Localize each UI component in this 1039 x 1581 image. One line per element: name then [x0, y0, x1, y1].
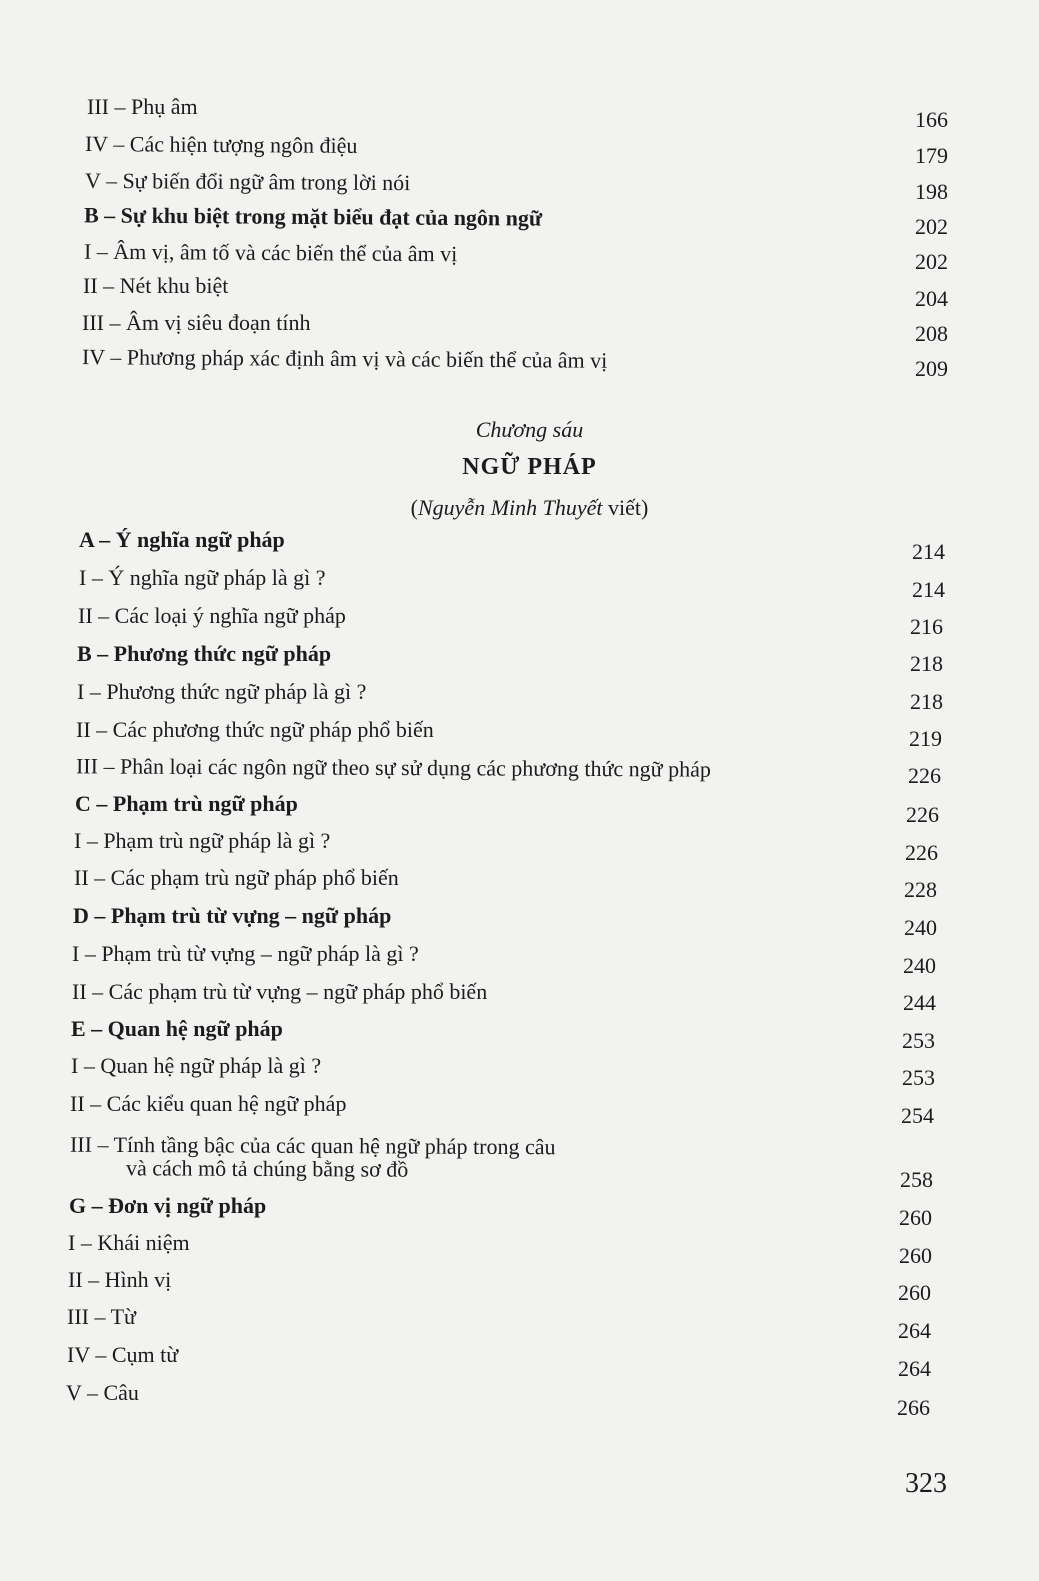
- toc-page-number: 228: [904, 877, 937, 902]
- toc-page-number: 198: [915, 179, 948, 204]
- toc-page-number: 214: [912, 539, 945, 564]
- toc-page-number: 202: [915, 214, 948, 239]
- toc-entry: II – Các phạm trù ngữ pháp phổ biến: [74, 865, 399, 890]
- toc-page-number: 218: [910, 689, 943, 714]
- toc-section-heading: A – Ý nghĩa ngữ pháp: [79, 527, 285, 552]
- toc-page-number: 253: [902, 1028, 935, 1053]
- toc-entry: I – Âm vị, âm tố và các biến thể của âm vị: [83, 238, 458, 267]
- toc-entry: I – Phương thức ngữ pháp là gì ?: [77, 679, 367, 704]
- toc-section-heading: E – Quan hệ ngữ pháp: [71, 1016, 283, 1041]
- toc-entry: III – Từ: [67, 1304, 136, 1329]
- toc-entry: V – Sự biến đổi ngữ âm trong lời nói: [84, 167, 411, 196]
- toc-page-number: 166: [915, 107, 948, 132]
- toc-page-number: 204: [915, 286, 948, 311]
- toc-page-number: 253: [902, 1065, 935, 1090]
- toc-entry: II – Các kiểu quan hệ ngữ pháp: [70, 1091, 347, 1116]
- page-number: 323: [905, 1468, 947, 1499]
- toc-page-number: 219: [909, 726, 942, 751]
- toc-entry: III – Tính tầng bậc của các quan hệ ngữ pháp trong câu: [69, 1131, 556, 1160]
- toc-entry: II – Các phạm trù từ vựng – ngữ pháp phổ biến: [72, 979, 488, 1004]
- toc-section-heading: D – Phạm trù từ vựng – ngữ pháp: [73, 903, 392, 928]
- chapter-title: NGỮ PHÁP: [462, 454, 597, 480]
- toc-page-number: 244: [903, 990, 936, 1015]
- toc-entry: V – Câu: [66, 1380, 139, 1405]
- toc-section-heading: C – Phạm trù ngữ pháp: [75, 791, 298, 816]
- toc-section-heading: B – Phương thức ngữ pháp: [77, 641, 332, 666]
- toc-section-heading: G – Đơn vị ngữ pháp: [69, 1193, 267, 1218]
- toc-entry: III – Âm vị siêu đoạn tính: [82, 310, 311, 335]
- toc-page-number: 260: [899, 1205, 932, 1230]
- toc-page-number: 226: [906, 802, 939, 827]
- toc-page-number: 216: [910, 614, 943, 639]
- toc-page-number: 226: [905, 840, 938, 865]
- toc-page-number: 264: [898, 1356, 931, 1381]
- toc-page-number: 260: [899, 1243, 932, 1268]
- toc-entry: IV – Cụm từ: [67, 1342, 179, 1367]
- toc-entry: I – Khái niệm: [68, 1230, 190, 1255]
- toc-entry: I – Quan hệ ngữ pháp là gì ?: [71, 1053, 322, 1078]
- toc-entry: II – Các loại ý nghĩa ngữ pháp: [78, 603, 346, 628]
- toc-page-number: 218: [910, 651, 943, 676]
- author-name: Nguyễn Minh Thuyết: [417, 495, 603, 520]
- toc-entry: II – Các phương thức ngữ pháp phổ biến: [76, 717, 434, 742]
- toc-page-number: 208: [915, 321, 948, 346]
- toc-entry-continuation: và cách mô tả chúng bằng sơ đồ: [125, 1155, 409, 1182]
- toc-page-number: 209: [915, 356, 948, 381]
- toc-page-number: 266: [897, 1395, 930, 1420]
- toc-page-number: 202: [915, 249, 948, 274]
- toc-entry: IV – Các hiện tượng ngôn điệu: [84, 131, 358, 158]
- toc-entry: II – Nét khu biệt: [83, 273, 229, 298]
- toc-entry: IV – Phương pháp xác định âm vị và các biến thể của âm vị: [81, 344, 608, 373]
- toc-page-number: 240: [904, 915, 937, 940]
- chapter-author: (Nguyễn Minh Thuyết viết): [410, 495, 649, 520]
- toc-page-number: 258: [900, 1167, 933, 1192]
- toc-section-heading: B – Sự khu biệt trong mặt biểu đạt của ngôn ngữ: [83, 202, 543, 231]
- toc-page-number: 254: [901, 1103, 934, 1128]
- author-suffix: viết: [608, 495, 642, 520]
- toc-page-number: 264: [898, 1318, 931, 1343]
- toc-page-number: 226: [908, 763, 941, 788]
- toc-page-number: 260: [898, 1280, 931, 1305]
- toc-page-number: 214: [912, 577, 945, 602]
- toc-page-number: 240: [903, 953, 936, 978]
- toc-page-number: 179: [915, 143, 948, 168]
- toc-entry: I – Ý nghĩa ngữ pháp là gì ?: [79, 565, 326, 590]
- toc-entry: III – Phụ âm: [87, 94, 198, 119]
- toc-entry: III – Phân loại các ngôn ngữ theo sự sử dụng các phương thức ngữ pháp: [75, 753, 711, 782]
- chapter-label: Chương sáu: [475, 417, 584, 442]
- toc-entry: II – Hình vị: [68, 1267, 172, 1292]
- toc-entry: I – Phạm trù ngữ pháp là gì ?: [74, 828, 331, 853]
- toc-entry: I – Phạm trù từ vựng – ngữ pháp là gì ?: [72, 941, 419, 966]
